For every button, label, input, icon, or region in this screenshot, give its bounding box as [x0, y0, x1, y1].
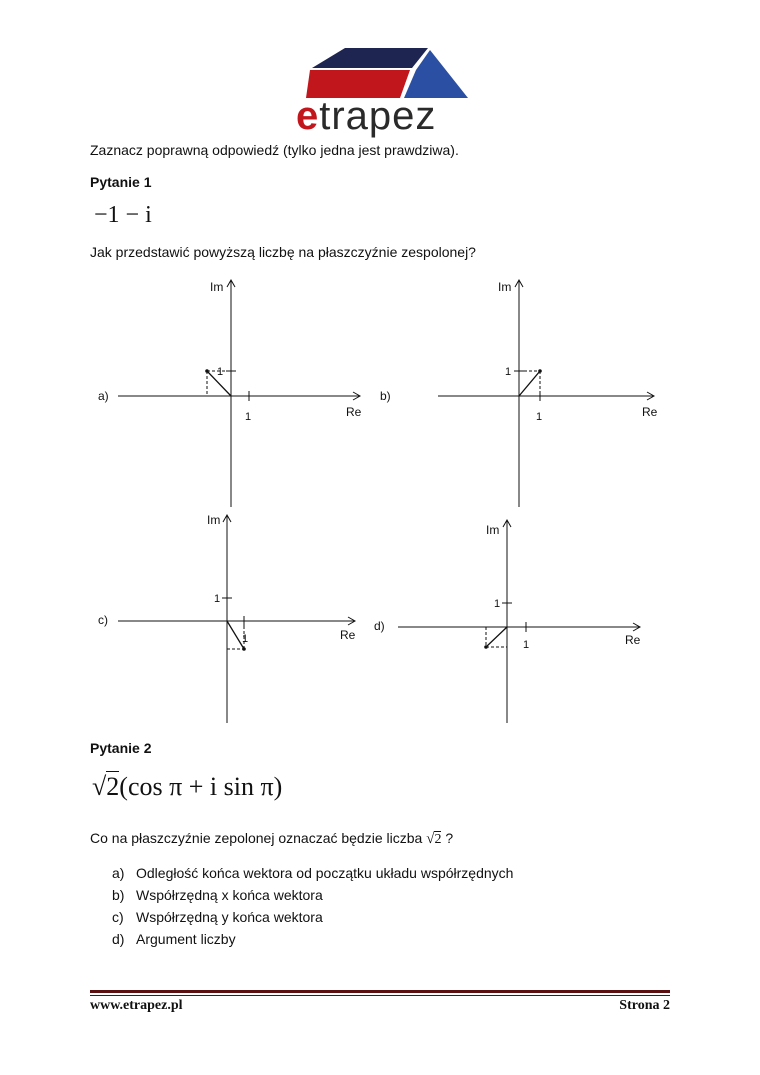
im-axis-label: Im [486, 523, 500, 537]
diagram-option-c [90, 510, 370, 725]
option-label: b) [380, 389, 391, 403]
list-item[interactable] [112, 909, 513, 931]
sqrt-icon: √ [426, 831, 435, 847]
re-axis-label: Re [625, 633, 641, 647]
im-unit-label: 1 [505, 366, 512, 378]
diagram-option-d [372, 515, 660, 725]
option-text: Współrzędną y końca wektora [136, 909, 323, 925]
sqrt-icon: √ [92, 772, 107, 801]
re-axis-label: Re [642, 405, 658, 419]
question2-title: Pytanie 2 [90, 740, 152, 756]
re-axis-label: Re [346, 405, 362, 419]
option-label: a) [112, 865, 125, 881]
re-unit-label: 1 [242, 633, 249, 645]
im-unit-label: 1 [494, 598, 501, 610]
question2-prompt [90, 830, 453, 848]
re-axis-label: Re [340, 628, 356, 642]
option-text: Odległość końca wektora od początku układu współrzędnych [136, 865, 514, 881]
im-unit-label: 1 [214, 593, 221, 605]
option-label: c) [98, 613, 108, 627]
question1-prompt: Jak przedstawić powyższą liczbę na płaszczyźnie zespolonej? [90, 244, 476, 260]
im-unit-label: 1 [217, 366, 224, 378]
option-text: Argument liczby [136, 931, 236, 947]
prompt-mark: ? [445, 830, 454, 846]
footer-divider [90, 990, 670, 993]
list-item[interactable] [112, 887, 513, 909]
formula-radicand: 2 [106, 772, 120, 801]
option-label: a) [98, 389, 109, 403]
option-label: c) [112, 909, 124, 925]
instruction-text: Zaznacz poprawną odpowiedź (tylko jedna jest prawdziwa). [90, 142, 459, 158]
option-label: d) [112, 931, 125, 947]
option-label: b) [112, 887, 125, 903]
list-item[interactable] [112, 931, 513, 953]
prompt-radicand: 2 [434, 832, 442, 847]
question2-options [112, 865, 513, 953]
etrapez-logo [290, 40, 480, 140]
list-item[interactable] [112, 865, 513, 887]
im-axis-label: Im [498, 280, 512, 294]
footer-website[interactable]: www.etrapez.pl [90, 998, 183, 1013]
trapezoid-logo-icon [290, 40, 480, 100]
im-axis-label: Im [207, 513, 221, 527]
option-label: d) [374, 619, 385, 633]
footer-divider-thin [90, 995, 670, 996]
diagram-option-a [90, 275, 370, 510]
diagram-option-b [378, 275, 660, 510]
question2-formula [92, 772, 282, 802]
question1-formula: −1 − i [94, 202, 152, 228]
logo-wordmark: etrapez [296, 94, 437, 138]
re-unit-label: 1 [523, 639, 530, 651]
re-unit-label: 1 [245, 411, 252, 423]
option-text: Współrzędną x końca wektora [136, 887, 323, 903]
prompt-text: Co na płaszczyźnie zepolonej oznaczać będzie liczba [90, 830, 423, 846]
re-unit-label: 1 [536, 411, 543, 423]
question1-title: Pytanie 1 [90, 174, 152, 190]
footer-page-number: Strona 2 [619, 998, 670, 1013]
im-axis-label: Im [210, 280, 224, 294]
formula-body: (cos π + i sin π) [119, 772, 283, 801]
